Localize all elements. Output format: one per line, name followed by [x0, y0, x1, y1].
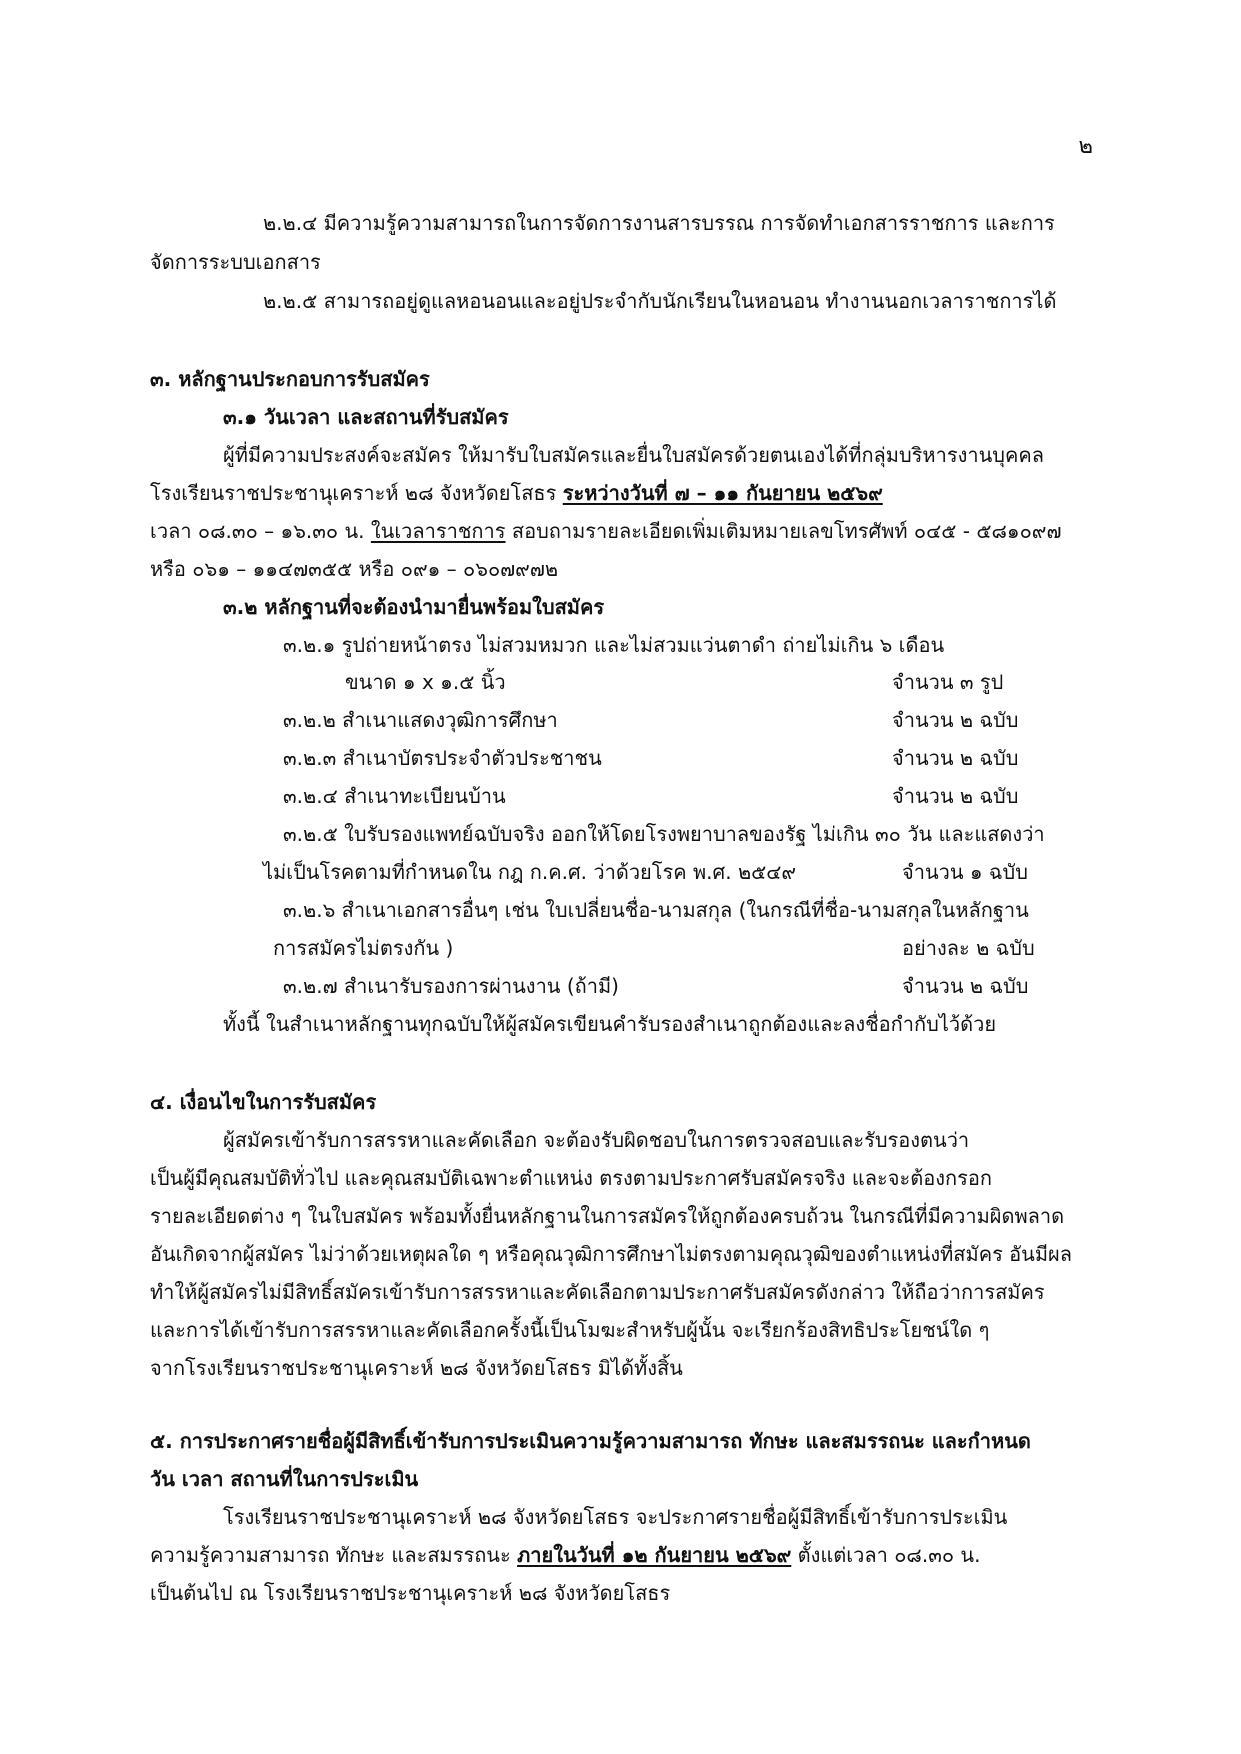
section-5-line-3: เป็นต้นไป ณ โรงเรียนราชประชานุเคราะห์ ๒๘ จังหวัดยโสธร	[150, 1581, 671, 1605]
office-hours: เวลา ๐๘.๓๐ – ๑๖.๓๐ น.	[150, 519, 371, 543]
section-4-line-3: รายละเอียดต่าง ๆ ในใบสมัคร พร้อมทั้งยื่นหลักฐานในการสมัครให้ถูกต้องครบถ้วน ในกรณีที่มีความผิดพลาด	[150, 1204, 1065, 1228]
section-4-line-1: ผู้สมัครเข้ารับการสรรหาและคัดเลือก จะต้องรับผิดชอบในการตรวจสอบและรับรองตนว่า	[223, 1128, 970, 1152]
section-4-line-2: เป็นผู้มีคุณสมบัติทั่วไป และคุณสมบัติเฉพาะตำแหน่ง ตรงตามประกาศรับสมัครจริง และจะต้องกรอก	[150, 1166, 992, 1190]
item-3-2-5-line-1: ๓.๒.๕ ใบรับรองแพทย์ฉบับจริง ออกให้โดยโรงพยาบาลของรัฐ ไม่เกิน ๓๐ วัน และแสดงว่า	[283, 822, 1045, 846]
item-3-2-2: ๓.๒.๒ สำเนาแสดงวุฒิการศึกษา	[283, 708, 558, 732]
section-4-heading: ๔. เงื่อนไขในการรับสมัคร	[150, 1090, 377, 1114]
item-3-2-4-quantity: จำนวน ๒ ฉบับ	[892, 784, 1019, 808]
application-period: ระหว่างวันที่ ๗ – ๑๑ กันยายน ๒๕๖๙	[562, 481, 883, 505]
item-3-2-5-quantity: จำนวน ๑ ฉบับ	[902, 860, 1028, 884]
section-5-line-1: โรงเรียนราชประชานุเคราะห์ ๒๘ จังหวัดยโสธร จะประกาศรายชื่อผู้มีสิทธิ์เข้ารับการประเมิน	[223, 1505, 1008, 1529]
section-3-1-line-2	[150, 475, 883, 511]
section-5-heading-line-2: วัน เวลา สถานที่ในการประเมิน	[150, 1467, 419, 1491]
section-5-line-2	[150, 1537, 980, 1573]
section-3-2-heading: ๓.๒ หลักฐานที่จะต้องนำมายื่นพร้อมใบสมัคร	[223, 595, 605, 619]
contact-phone: สอบถามรายละเอียดเพิ่มเติมหมายเลขโทรศัพท์ ๐๔๕ - ๕๘๑๐๙๗	[505, 519, 1062, 543]
section-3-1-line-1: ผู้ที่มีความประสงค์จะสมัคร ให้มารับใบสมัครและยื่นใบสมัครด้วยตนเองได้ที่กลุ่มบริหารงานบุคคล	[223, 443, 1044, 467]
item-3-2-6-line-1: ๓.๒.๖ สำเนาเอกสารอื่นๆ เช่น ใบเปลี่ยนชื่อ-นามสกุล (ในกรณีที่ชื่อ-นามสกุลในหลักฐาน	[283, 898, 1029, 922]
section-4-line-7: จากโรงเรียนราชประชานุเคราะห์ ๒๘ จังหวัดยโสธร มิได้ทั้งสิ้น	[150, 1356, 683, 1380]
item-3-2-5-line-2: ไม่เป็นโรคตามที่กำหนดใน กฎ ก.ค.ศ. ว่าด้วยโรค พ.ศ. ๒๕๔๙	[263, 860, 797, 884]
announcement-time: ตั้งแต่เวลา ๐๘.๓๐ น.	[791, 1543, 981, 1567]
section-3-1-line-3	[150, 513, 1062, 549]
item-3-2-3-quantity: จำนวน ๒ ฉบับ	[892, 746, 1019, 770]
section-3-1-line-4: หรือ ๐๖๑ – ๑๑๔๗๓๕๕ หรือ ๐๙๑ – ๐๖๐๗๙๗๒	[150, 557, 559, 581]
section-3-1-heading: ๓.๑ วันเวลา และสถานที่รับสมัคร	[223, 405, 509, 429]
item-3-2-2-quantity: จำนวน ๒ ฉบับ	[892, 708, 1019, 732]
item-3-2-1-quantity: จำนวน ๓ รูป	[892, 670, 1004, 694]
item-2-2-5: ๒.๒.๕ สามารถอยู่ดูแลหอนอนและอยู่ประจำกับนักเรียนในหอนอน ทำงานนอกเวลาราชการได้	[263, 289, 1057, 313]
item-3-2-7: ๓.๒.๗ สำเนารับรองการผ่านงาน (ถ้ามี)	[283, 974, 619, 998]
announcement-date: ภายในวันที่ ๑๒ กันยายน ๒๕๖๙	[517, 1543, 792, 1567]
item-3-2-1-line-2: ขนาด ๑ x ๑.๕ นิ้ว	[345, 670, 506, 694]
section-5-heading-line-1: ๕. การประกาศรายชื่อผู้มีสิทธิ์เข้ารับการประเมินความรู้ความสามารถ ทักษะ และสมรรถนะ และกำหนด	[150, 1429, 1031, 1453]
item-3-2-6-quantity: อย่างละ ๒ ฉบับ	[902, 936, 1035, 960]
section-3-heading: ๓. หลักฐานประกอบการรับสมัคร	[150, 367, 430, 391]
item-2-2-4-line-2: จัดการระบบเอกสาร	[150, 250, 321, 274]
section-4-line-5: ทำให้ผู้สมัครไม่มีสิทธิ์สมัครเข้ารับการสรรหาและคัดเลือกตามประกาศรับสมัครดังกล่าว ให้ถือว่าการสมัคร	[150, 1280, 1045, 1304]
certification-note: ทั้งนี้ ในสำเนาหลักฐานทุกฉบับให้ผู้สมัครเขียนคำรับรองสำเนาถูกต้องและลงชื่อกำกับไว้ด้วย	[223, 1012, 997, 1036]
page-number: ๒	[1078, 134, 1093, 159]
item-3-2-7-quantity: จำนวน ๒ ฉบับ	[902, 974, 1029, 998]
item-3-2-4: ๓.๒.๔ สำเนาทะเบียนบ้าน	[283, 784, 506, 808]
office-hours-note: ในเวลาราชการ	[370, 519, 506, 543]
section-4-line-6: และการได้เข้ารับการสรรหาและคัดเลือกครั้งนี้เป็นโมฆะสำหรับผู้นั้น จะเรียกร้องสิทธิประโยชน์ใด ๆ	[150, 1318, 990, 1342]
school-location-text: โรงเรียนราชประชานุเคราะห์ ๒๘ จังหวัดยโสธร	[150, 481, 563, 505]
item-3-2-3: ๓.๒.๓ สำเนาบัตรประจำตัวประชาชน	[283, 746, 602, 770]
item-3-2-6-line-2: การสมัครไม่ตรงกัน )	[273, 936, 454, 960]
section-4-line-4: อันเกิดจากผู้สมัคร ไม่ว่าด้วยเหตุผลใด ๆ หรือคุณวุฒิการศึกษาไม่ตรงตามคุณวุฒิของตำแหน่งที่สมัคร อันมีผล	[150, 1242, 1073, 1266]
item-3-2-1-line-1: ๓.๒.๑ รูปถ่ายหน้าตรง ไม่สวมหมวก และไม่สวมแว่นตาดำ ถ่ายไม่เกิน ๖ เดือน	[283, 633, 945, 657]
assessment-scope: ความรู้ความสามารถ ทักษะ และสมรรถนะ	[150, 1543, 518, 1567]
item-2-2-4-line-1: ๒.๒.๔ มีความรู้ความสามารถในการจัดการงานสารบรรณ การจัดทำเอกสารราชการ และการ	[263, 211, 1055, 235]
